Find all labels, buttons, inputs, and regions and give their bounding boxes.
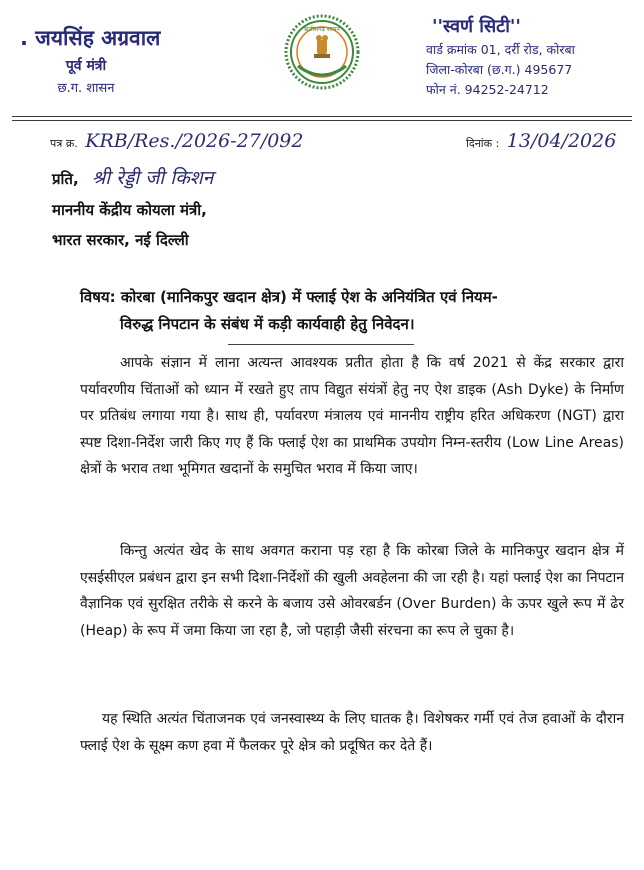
letterhead-left xyxy=(20,24,200,96)
reference-value: KRB/Res./2026-27/092 xyxy=(85,130,304,152)
subject-underline xyxy=(228,344,414,345)
reference-number xyxy=(50,130,304,152)
recipient-block xyxy=(52,164,612,250)
letter-date xyxy=(466,130,616,152)
paragraph-1: आपके संज्ञान में लाना अत्यन्त आवश्यक प्रतीत होता है कि वर्ष 2021 से केंद्र सरकार द्वारा पर्यावरणीय चिंताओं को ध्यान में रखते हुए ताप विद्युत संयंत्रों हेतु नए ऐश डाइक (Ash Dyke) के निर्माण पर प्रतिबंध लगाया गया है। साथ ही, पर्यावरण मंत्रालय एवं माननीय राष्ट्रीय हरित अधिकरण (NGT) द्वारा स्पष्ट दिशा-निर्देश जारी किए गए हैं कि फ्लाई ऐश का प्राथमिक उपयोग निम्न-स्तरीय (Low Line Areas) क्षेत्रों के भराव तथा भूमिगत खदानों के समुचित भराव में किया जाए। xyxy=(80,355,624,477)
paragraph-3: यह स्थिति अत्यंत चिंताजनक एवं जनस्वास्थ्य के लिए घातक है। विशेषकर गर्मी एवं तेज हवाओं के दौरान फ्लाई ऐश के सूक्ष्म कण हवा में फैलकर पूरे क्षेत्र को प्रदूषित कर देते हैं। xyxy=(80,711,624,754)
paragraph-2: किन्तु अत्यंत खेद के साथ अवगत कराना पड़ रहा है कि कोरबा जिले के मानिकपुर खदान क्षेत्र में एसईसीएल प्रबंधन द्वारा इन सभी दिशा-निर्देशों की खुली अवहेलना की जा रही है। यहां फ्लाई ऐश का निपटान वैज्ञानिक एवं सुरक्षित तरीके से करने के बजाय उसे ओवरबर्डन (Over Burden) के ऊपर खुले रूप में ढेर (Heap) के रूप में जमा किया जा रहा है, जो पहाड़ी जैसी संरचना का रूप ले चुका है। xyxy=(80,543,624,639)
subject xyxy=(80,284,620,338)
phone-number: फोन नं. 94252-24712 xyxy=(426,82,549,97)
header-divider xyxy=(12,116,632,117)
sender-government: छ.ग. शासन xyxy=(57,81,115,96)
date-label: दिनांक : xyxy=(466,137,500,150)
reference-label: पत्र क्र. xyxy=(50,137,78,150)
recipient-office: भारत सरकार, नई दिल्ली xyxy=(52,231,189,249)
sender-name: . जयसिंह अग्रवाल xyxy=(20,26,161,50)
emblem-text: छत्तीसगढ़ शासन xyxy=(304,26,340,33)
recipient-prefix: प्रति, xyxy=(52,170,79,188)
sender-designation: पूर्व मंत्री xyxy=(65,58,107,74)
subject-line-2: विरुद्ध निपटान के संबंध में कड़ी कार्यवाही हेतु निवेदन। xyxy=(120,315,415,333)
subject-line-1: विषय: कोरबा (मानिकपुर खदान क्षेत्र) में फ्लाई ऐश के अनियंत्रित एवं नियम- xyxy=(80,288,498,306)
address-line-1: वार्ड क्रमांक 01, दर्री रोड, कोरबा xyxy=(426,42,575,57)
letterhead-right xyxy=(426,14,638,98)
residence-name: ''स्वर्ण सिटी'' xyxy=(432,16,521,37)
state-emblem-icon xyxy=(284,14,360,90)
header-divider-secondary xyxy=(12,120,632,121)
address-line-2: जिला-कोरबा (छ.ग.) 495677 xyxy=(426,62,573,77)
date-value: 13/04/2026 xyxy=(506,130,617,152)
recipient-title: माननीय केंद्रीय कोयला मंत्री, xyxy=(52,201,207,219)
recipient-handwritten-name: श्री रेड्डी जी किशन xyxy=(91,167,214,189)
